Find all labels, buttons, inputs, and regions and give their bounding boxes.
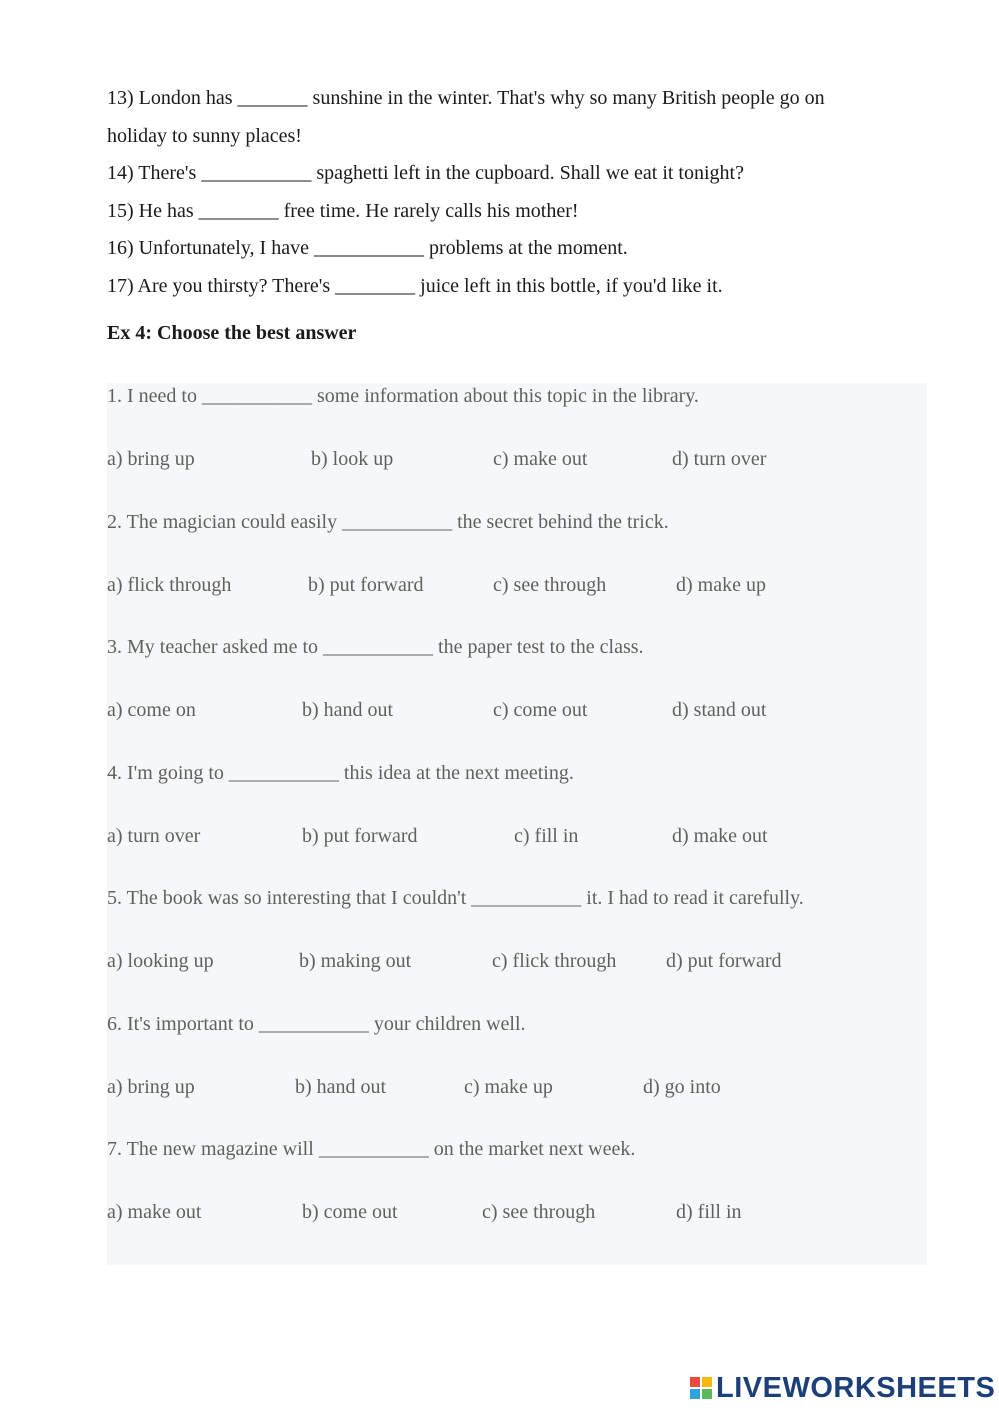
- option-7c[interactable]: c) see through: [482, 1201, 596, 1223]
- question-6: 6. It's important to ___________ your children well.: [107, 1013, 526, 1035]
- option-7a[interactable]: a) make out: [107, 1201, 202, 1223]
- option-4d[interactable]: d) make out: [672, 825, 768, 847]
- option-5a[interactable]: a) looking up: [107, 950, 214, 972]
- ex3-line-15: 15) He has ________ free time. He rarely calls his mother!: [107, 200, 579, 222]
- option-7b[interactable]: b) come out: [302, 1201, 398, 1223]
- option-1a[interactable]: a) bring up: [107, 448, 195, 470]
- option-3a[interactable]: a) come on: [107, 699, 196, 721]
- option-3d[interactable]: d) stand out: [672, 699, 767, 721]
- question-1: 1. I need to ___________ some information about this topic in the library.: [107, 385, 699, 407]
- option-5b[interactable]: b) making out: [299, 950, 412, 972]
- logo-mark-icon: [690, 1377, 712, 1399]
- ex4-heading: Ex 4: Choose the best answer: [107, 322, 357, 344]
- ex3-line-17: 17) Are you thirsty? There's ________ juice left in this bottle, if you'd like it.: [107, 275, 723, 297]
- option-2d[interactable]: d) make up: [676, 574, 766, 596]
- option-2a[interactable]: a) flick through: [107, 574, 232, 596]
- option-6d[interactable]: d) go into: [643, 1076, 721, 1098]
- option-2c[interactable]: c) see through: [493, 574, 607, 596]
- question-2: 2. The magician could easily ___________ the secret behind the trick.: [107, 511, 669, 533]
- logo-text: LIVEWORKSHEETS: [716, 1371, 996, 1404]
- question-5: 5. The book was so interesting that I couldn't ___________ it. I had to read it carefully.: [107, 887, 804, 909]
- ex3-line-13a: 13) London has _______ sunshine in the winter. That's why so many British people go on: [107, 87, 825, 109]
- option-1b[interactable]: b) look up: [311, 448, 394, 470]
- option-6a[interactable]: a) bring up: [107, 1076, 195, 1098]
- question-4: 4. I'm going to ___________ this idea at the next meeting.: [107, 762, 574, 784]
- question-7: 7. The new magazine will ___________ on the market next week.: [107, 1138, 636, 1160]
- option-6c[interactable]: c) make up: [464, 1076, 553, 1098]
- option-3b[interactable]: b) hand out: [302, 699, 394, 721]
- option-1d[interactable]: d) turn over: [672, 448, 767, 470]
- option-7d[interactable]: d) fill in: [676, 1201, 742, 1223]
- ex3-line-14: 14) There's ___________ spaghetti left in the cupboard. Shall we eat it tonight?: [107, 162, 744, 184]
- option-1c[interactable]: c) make out: [493, 448, 588, 470]
- ex3-line-13b: holiday to sunny places!: [107, 125, 302, 147]
- logo-square-icon: [702, 1377, 712, 1387]
- question-3: 3. My teacher asked me to ___________ the paper test to the class.: [107, 636, 644, 658]
- option-3c[interactable]: c) come out: [493, 699, 588, 721]
- ex3-line-16: 16) Unfortunately, I have ___________ problems at the moment.: [107, 237, 628, 259]
- option-5c[interactable]: c) flick through: [492, 950, 617, 972]
- logo-square-icon: [690, 1389, 700, 1399]
- liveworksheets-logo: [690, 1372, 995, 1404]
- option-4c[interactable]: c) fill in: [514, 825, 579, 847]
- option-4b[interactable]: b) put forward: [302, 825, 418, 847]
- option-2b[interactable]: b) put forward: [308, 574, 424, 596]
- option-6b[interactable]: b) hand out: [295, 1076, 387, 1098]
- option-4a[interactable]: a) turn over: [107, 825, 201, 847]
- logo-square-icon: [690, 1377, 700, 1387]
- option-5d[interactable]: d) put forward: [666, 950, 782, 972]
- logo-square-icon: [702, 1389, 712, 1399]
